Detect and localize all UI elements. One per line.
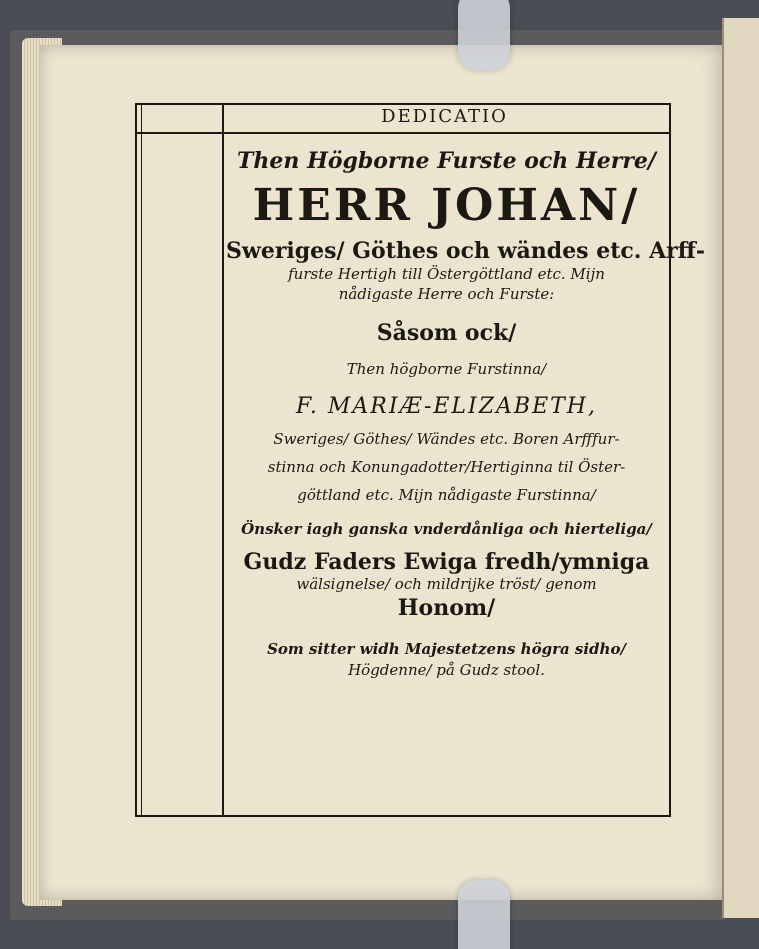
text-line: wälsignelse/ och mildrijke tröst/ genom	[296, 575, 597, 593]
running-heading: DEDICATIO	[381, 106, 508, 127]
adjacent-page	[722, 18, 759, 918]
text-line: göttland etc. Mijn nådigaste Furstinna/	[297, 486, 596, 504]
text-line: stinna och Konungadotter/Hertiginna til Öster-	[267, 458, 626, 476]
clamp-bottom	[458, 880, 510, 949]
text-line: Som sitter widh Majestetzens högra sidho/	[267, 640, 626, 658]
text-line: nådigaste Herre och Furste:	[338, 285, 555, 303]
frame-margin-rule	[222, 105, 224, 815]
text-line: HERR JOHAN/	[252, 180, 641, 231]
clamp-top	[458, 0, 510, 70]
dedication-text	[226, 140, 705, 680]
text-line: Högdenne/ på Gudz stool.	[348, 661, 545, 679]
text-line: Sweriges/ Göthes/ Wändes etc. Boren Arfffur-	[273, 430, 620, 448]
text-line: Önsker iagh ganska vnderdånliga och hierteliga/	[241, 520, 652, 538]
text-line: Gudz Faders Ewiga fredh/ymniga	[243, 549, 650, 575]
frame-inner-rule	[141, 105, 142, 815]
frame-header-rule	[137, 132, 669, 134]
text-line: Honom/	[397, 595, 496, 621]
text-line: furste Hertigh till Östergöttland etc. Mijn	[288, 265, 605, 283]
text-line: Såsom ock/	[376, 320, 517, 346]
text-line: Then högborne Furstinna/	[346, 360, 547, 378]
text-line: F. MARIÆ-ELIZABETH,	[296, 394, 597, 419]
text-line: Then Högborne Furste och Herre/	[237, 148, 656, 174]
text-line: Sweriges/ Göthes och wändes etc. Arff-	[226, 238, 705, 264]
